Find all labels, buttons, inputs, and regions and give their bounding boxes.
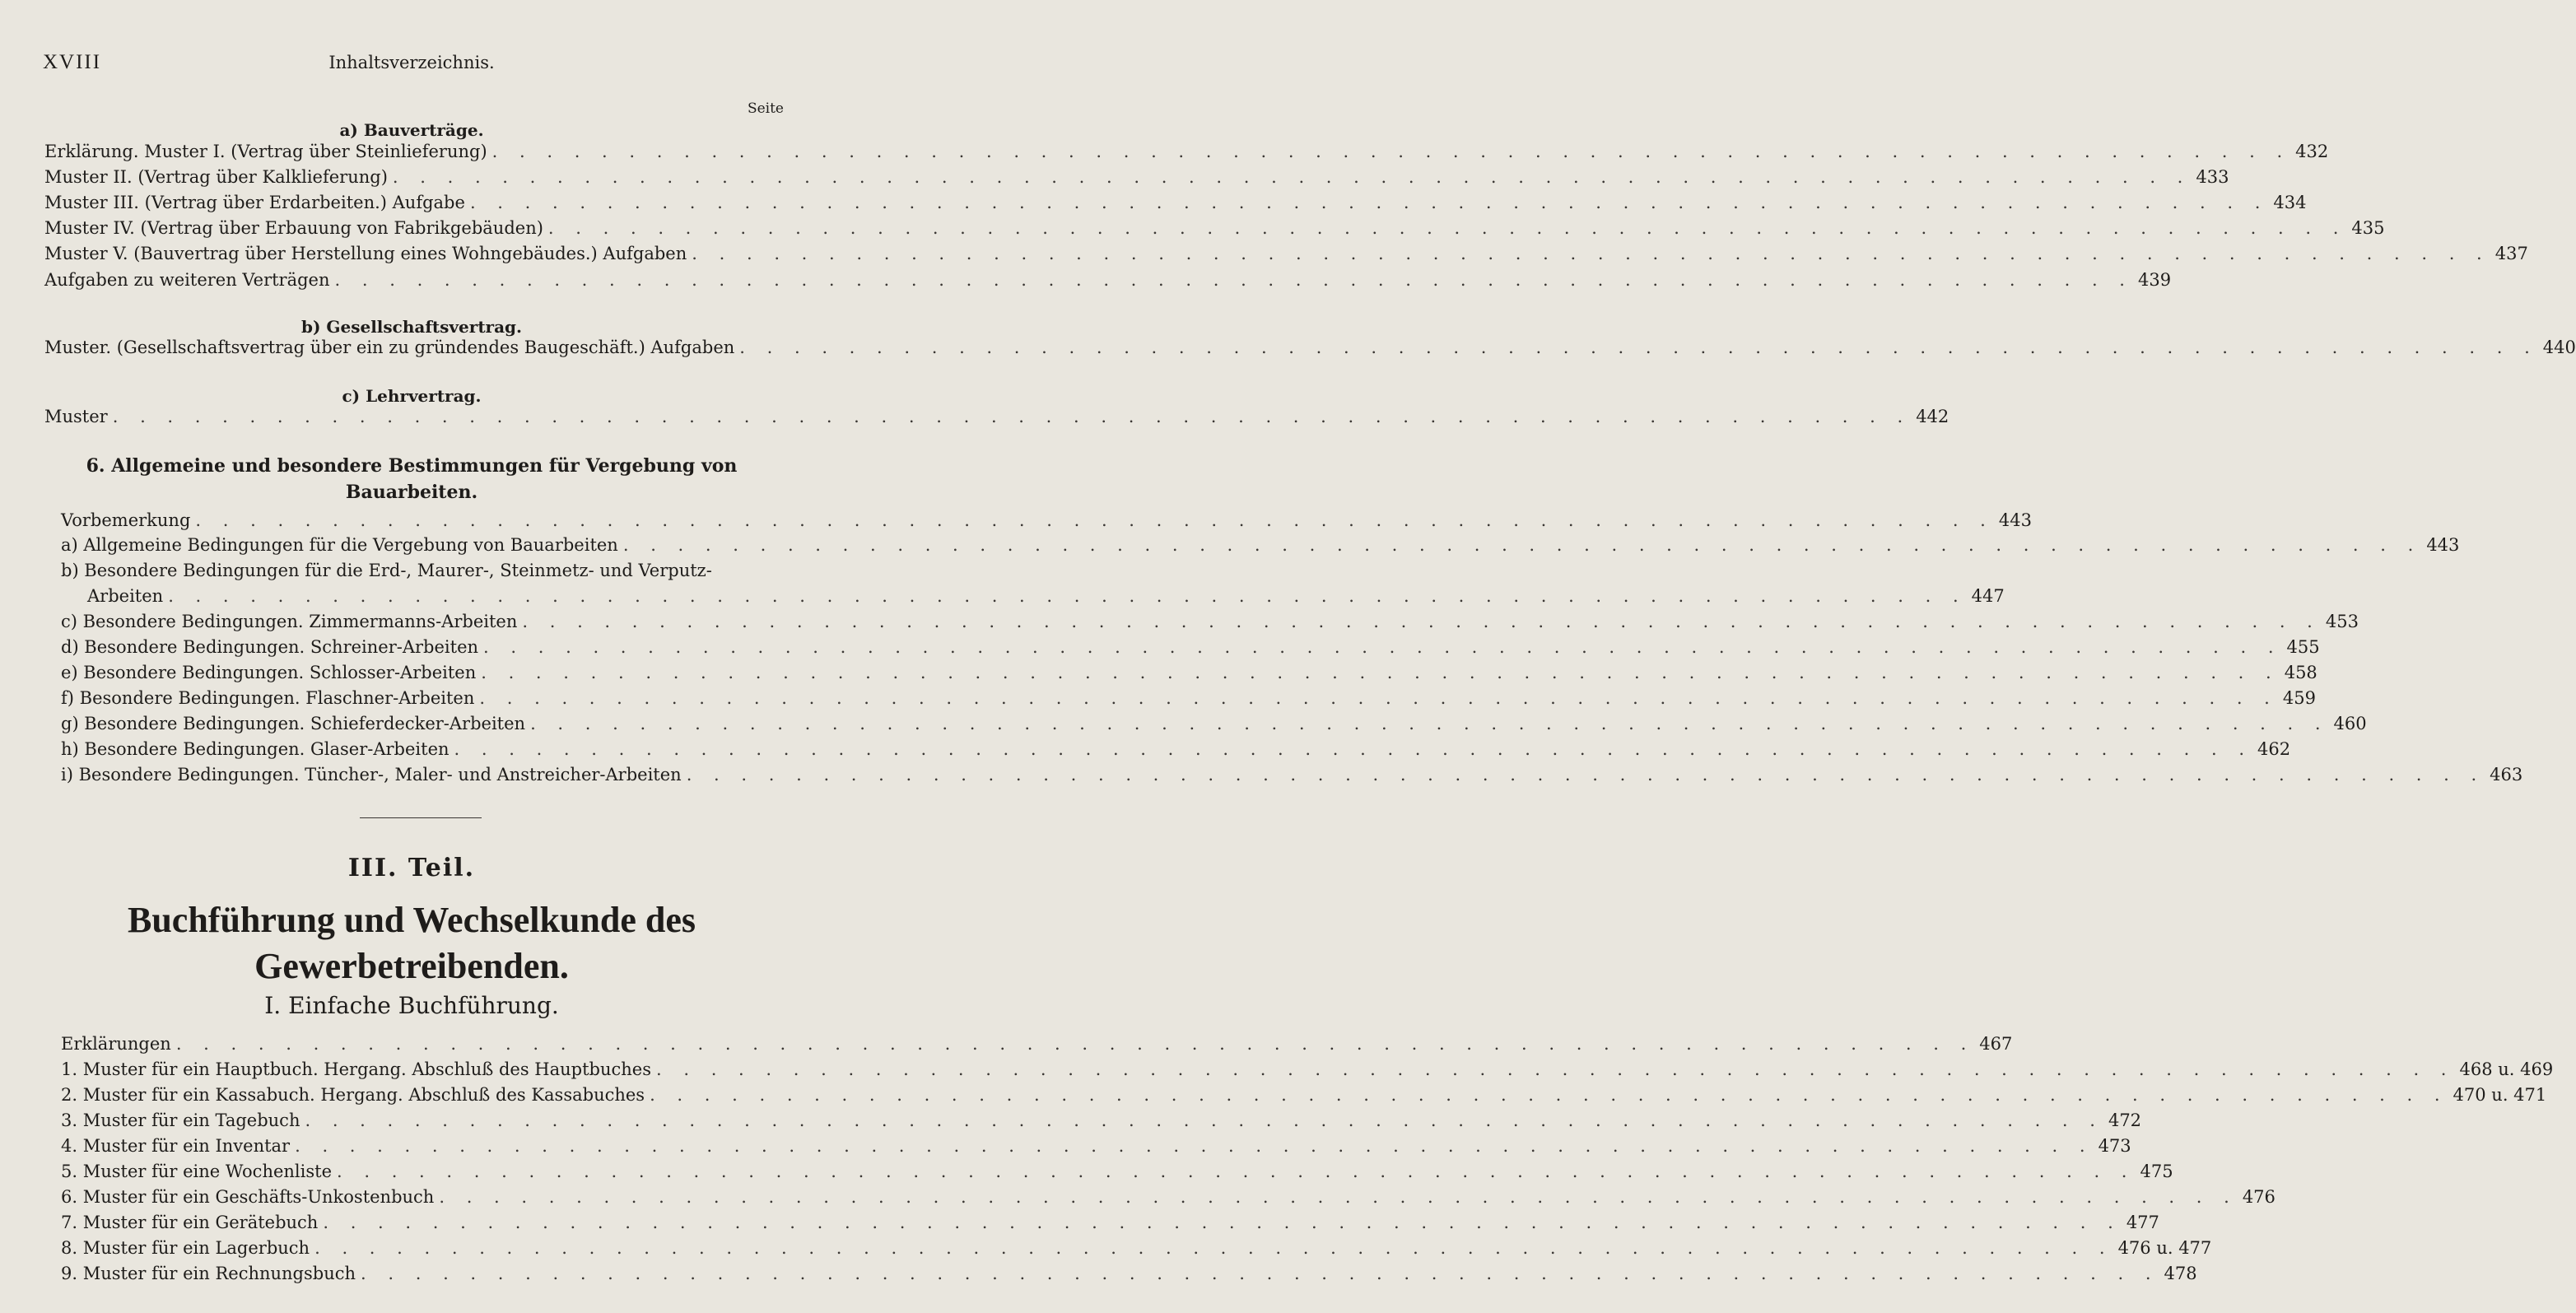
entry-page: 453 [2325, 612, 2359, 631]
toc-entry [61, 612, 2359, 636]
entry-page: 467 [1979, 1034, 2013, 1054]
entry-page: 458 [2284, 663, 2317, 682]
entry-text: 7. Muster für ein Gerätebuch [61, 1213, 319, 1232]
leader-dots [687, 244, 2494, 263]
entry-page: 455 [2286, 637, 2320, 657]
entry-page: 443 [2426, 535, 2460, 555]
entry-text: 9. Muster für ein Rechnungsbuch [61, 1264, 356, 1283]
toc-entry [44, 142, 2329, 166]
toc-entry [87, 586, 2005, 611]
entry-text: 6. Muster für ein Geschäfts-Unkostenbuch [61, 1187, 435, 1207]
leader-dots [682, 765, 2490, 785]
part-title-line1: Buchführung und Wechselkunde des [127, 900, 696, 940]
leader-dots [330, 270, 2138, 290]
toc-entry [61, 663, 2317, 687]
toc-entry [61, 688, 2316, 713]
entry-text: i) Besondere Bedingungen. Tüncher-, Maler- und Anstreicher-Arbeiten [61, 765, 682, 785]
entry-text: Muster II. (Vertrag über Kalklieferung) [44, 167, 388, 187]
entry-page: 437 [2494, 244, 2528, 263]
toc-entry [44, 338, 2576, 362]
toc-entry [61, 1110, 2142, 1135]
leader-dots [108, 407, 1916, 426]
entry-page: 439 [2137, 270, 2172, 290]
toc-entry [61, 1162, 2173, 1186]
toc-entry [61, 739, 2291, 764]
leader-dots [300, 1110, 2108, 1130]
toc-entry [61, 535, 2460, 560]
entry-page: 443 [1998, 510, 2032, 530]
page-number: XVIII [43, 51, 102, 73]
leader-dots [474, 688, 2282, 708]
entry-page: 468 u. 469 [2459, 1059, 2554, 1079]
toc-entry [44, 270, 2172, 295]
entry-page: 478 [2164, 1264, 2197, 1283]
leader-dots [190, 510, 1998, 530]
leader-dots [318, 1213, 2126, 1232]
divider-rule [360, 817, 482, 818]
entry-text: c) Besondere Bedingungen. Zimmermanns-Arbeiten [61, 612, 518, 631]
leader-dots [332, 1162, 2140, 1181]
entry-text: e) Besondere Bedingungen. Schlosser-Arbeiten [61, 663, 477, 682]
toc-entry [61, 714, 2367, 738]
entry-page: 435 [2351, 218, 2385, 238]
leader-dots [171, 1034, 1979, 1054]
toc-entry [44, 193, 2307, 217]
toc-entry [61, 1213, 2159, 1237]
section-heading-line2: Bauarbeiten. [345, 482, 478, 503]
leader-dots [450, 739, 2257, 759]
leader-dots [434, 1187, 2242, 1207]
leader-dots [543, 218, 2351, 238]
subheading-gesellschaftsvertrag: b) Gesellschaftsvertrag. [301, 317, 522, 337]
part-title-line2: Gewerbetreibenden. [254, 946, 569, 986]
entry-text: Muster. (Gesellschaftsvertrag über ein zu gründendes Baugeschäft.) Aufgaben [44, 338, 735, 357]
entry-text: Arbeiten [87, 586, 164, 606]
leader-dots [651, 1059, 2459, 1079]
entry-text: Muster IV. (Vertrag über Erbauung von Fabrikgebäuden) [44, 218, 543, 238]
entry-page: 440 [2542, 338, 2576, 357]
toc-entry [61, 1085, 2547, 1110]
toc-entry [61, 1059, 2554, 1084]
entry-page: 463 [2490, 765, 2523, 785]
entry-page: 477 [2126, 1213, 2159, 1232]
chapter-heading: I. Einfache Buchführung. [264, 992, 559, 1019]
entry-text: Muster III. (Vertrag über Erdarbeiten.) Aufgabe [44, 193, 465, 212]
leader-dots [290, 1136, 2098, 1156]
toc-entry [61, 1264, 2197, 1288]
leader-dots [356, 1264, 2164, 1283]
toc-entry [44, 167, 2229, 192]
toc-entry [61, 1187, 2276, 1212]
toc-entry [61, 510, 2032, 535]
leader-dots [525, 714, 2333, 733]
header-title: Inhaltsverzeichnis. [328, 53, 495, 72]
leader-dots [645, 1085, 2453, 1105]
entry-text: 1. Muster für ein Hauptbuch. Hergang. Abschluß des Hauptbuches [61, 1059, 651, 1079]
leader-dots [163, 586, 1971, 606]
entry-text: g) Besondere Bedingungen. Schieferdecker-Arbeiten [61, 714, 526, 733]
entry-page: 470 u. 471 [2453, 1085, 2547, 1105]
entry-text: Erklärung. Muster I. (Vertrag über Steinlieferung) [44, 142, 487, 161]
toc-entry [44, 218, 2385, 243]
entry-page: 473 [2098, 1136, 2131, 1156]
entry-text: 3. Muster für ein Tagebuch [61, 1110, 300, 1130]
entry-page: 472 [2108, 1110, 2142, 1130]
leader-dots [388, 167, 2196, 187]
subheading-bauvertraege: a) Bauverträge. [339, 120, 484, 140]
leader-dots [478, 637, 2286, 657]
entry-text: Aufgaben zu weiteren Verträgen [44, 270, 330, 290]
running-header [0, 51, 823, 84]
entry-text: Erklärungen [61, 1034, 171, 1054]
entry-text: Vorbemerkung [61, 510, 191, 530]
leader-dots [618, 535, 2426, 555]
toc-entry [44, 244, 2528, 268]
leader-dots [487, 142, 2295, 161]
toc-entry [61, 1238, 2212, 1263]
toc-entry [61, 1136, 2131, 1161]
entry-page: 442 [1916, 407, 1949, 426]
entry-page: 459 [2282, 688, 2316, 708]
entry-page: 433 [2196, 167, 2229, 187]
entry-page: 476 u. 477 [2117, 1238, 2212, 1258]
entry-page: 434 [2273, 193, 2307, 212]
entry-page: 432 [2295, 142, 2329, 161]
entry-page: 447 [1971, 586, 2005, 606]
entry-text: Muster V. (Bauvertrag über Herstellung eines Wohngebäudes.) Aufgaben [44, 244, 687, 263]
entry-text: h) Besondere Bedingungen. Glaser-Arbeiten [61, 739, 450, 759]
entry-text: 4. Muster für ein Inventar [61, 1136, 291, 1156]
toc-entry [61, 1034, 2013, 1059]
entry-page: 476 [2242, 1187, 2276, 1207]
section-heading [49, 453, 774, 505]
leader-dots [517, 612, 2325, 631]
entry-page: 462 [2257, 739, 2291, 759]
entry-text: 2. Muster für ein Kassabuch. Hergang. Abschluß des Kassabuches [61, 1085, 645, 1105]
subheading-lehrvertrag: c) Lehrvertrag. [342, 386, 482, 406]
leader-dots [465, 193, 2273, 212]
entry-text: d) Besondere Bedingungen. Schreiner-Arbeiten [61, 637, 479, 657]
entry-text: b) Besondere Bedingungen für die Erd-, Maurer-, Steinmetz- und Verputz- [61, 561, 712, 580]
entry-text: 5. Muster für eine Wochenliste [61, 1162, 332, 1181]
entry-text: f) Besondere Bedingungen. Flaschner-Arbeiten [61, 688, 475, 708]
entry-page: 475 [2140, 1162, 2173, 1181]
entry-text: 8. Muster für ein Lagerbuch [61, 1238, 310, 1258]
section-heading-line1: 6. Allgemeine und besondere Bestimmungen für Vergebung von [86, 455, 738, 477]
toc-entry [44, 407, 1949, 431]
entry-page: 460 [2333, 714, 2367, 733]
part-label: III. Teil. [347, 854, 476, 882]
toc-entry [61, 561, 787, 585]
leader-dots [734, 338, 2542, 357]
toc-entry [61, 765, 2523, 789]
toc-entry [61, 637, 2320, 662]
seite-label: Seite [747, 100, 784, 117]
entry-text: Muster [44, 407, 108, 426]
entry-text: a) Allgemeine Bedingungen für die Vergebung von Bauarbeiten [61, 535, 618, 555]
leader-dots [476, 663, 2284, 682]
leader-dots [310, 1238, 2117, 1258]
